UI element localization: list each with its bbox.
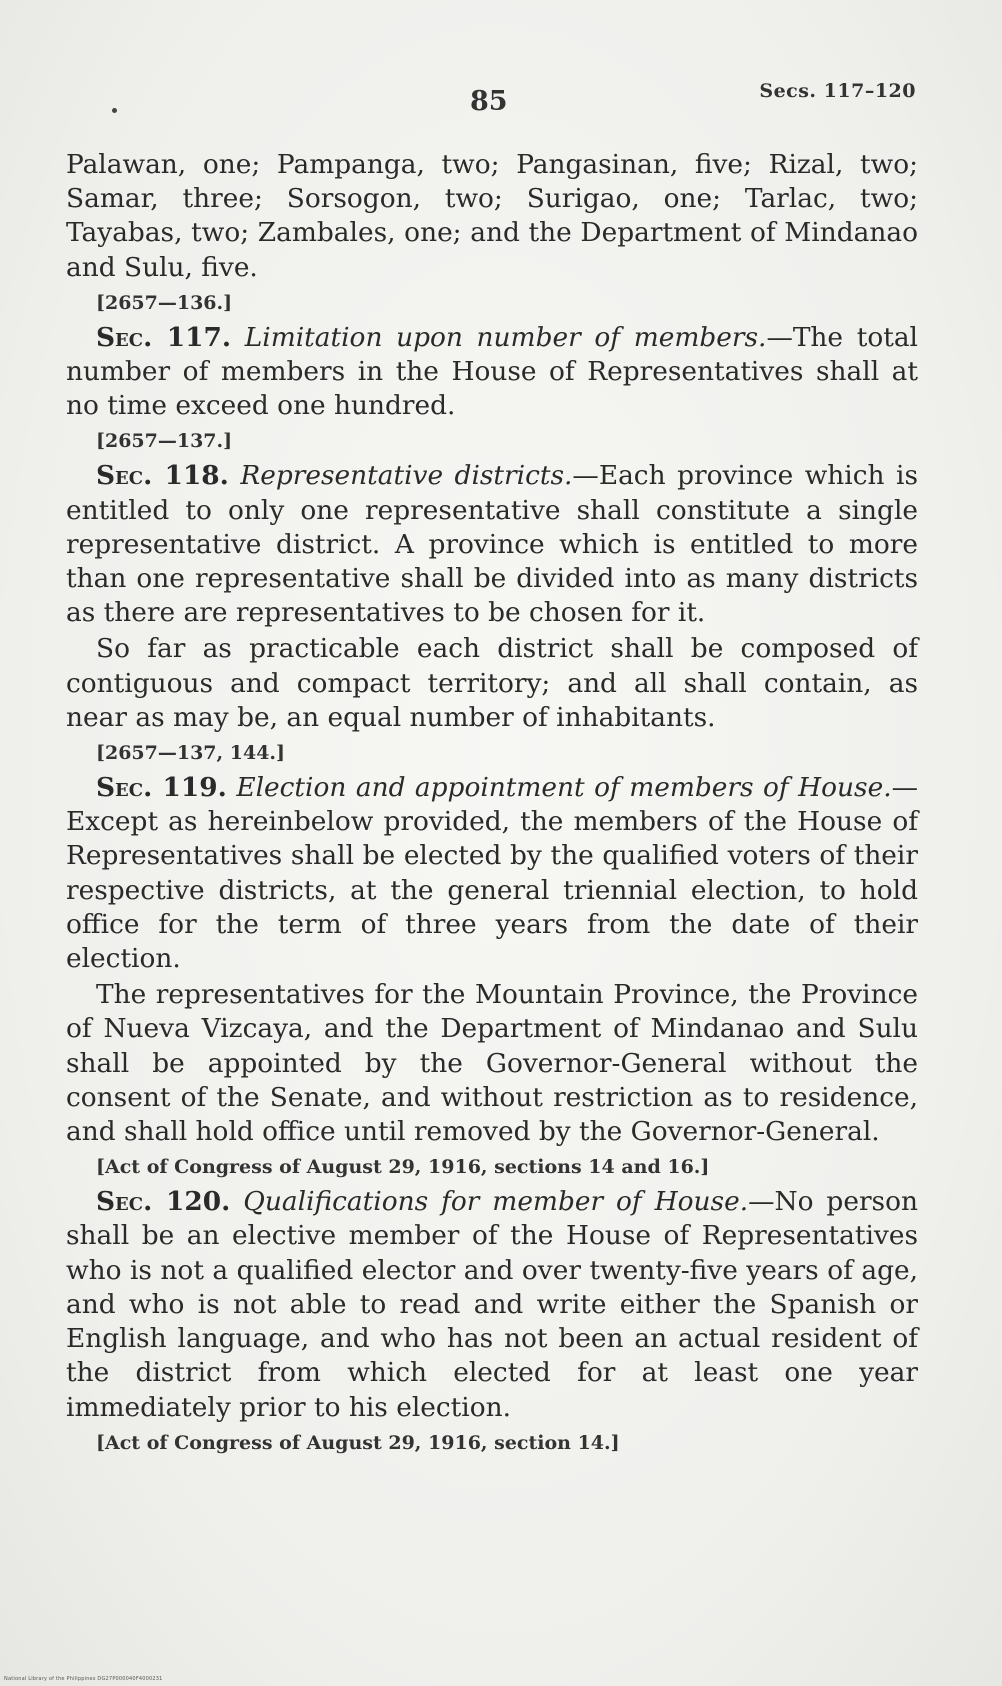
citation: [2657—136.]: [96, 291, 233, 314]
section-label: Sec. 119.: [96, 772, 227, 804]
section-120: [66, 1185, 918, 1424]
section-title: Qualifications for member of House.: [243, 1186, 749, 1218]
section-text: —The total number of members in the House of Representatives shall at no time exceed one hundred.: [66, 321, 918, 422]
running-head: Secs. 117–120: [759, 80, 916, 102]
citation: [2657—137.]: [96, 430, 233, 453]
citation: [2657—137, 144.]: [96, 742, 286, 765]
section-label: Sec. 118.: [96, 460, 229, 492]
section-text: —Except as hereinbelow provided, the members of the House of Representatives shall be elected by the qualified voters of their respective districts, at the general triennial election, to hold office for the term of three years from the date of their election.: [66, 772, 918, 975]
section-title: Representative districts.: [240, 460, 573, 492]
section-text: —Each province which is entitled to only one representative shall constitute a single representative district. A province which is entitled to more than one representative shall be divided into as many districts as there are representatives to be chosen for it.: [66, 460, 919, 629]
page-body: [66, 148, 918, 1461]
section-117: [66, 321, 918, 424]
section-118: [66, 459, 918, 630]
citation: [Act of Congress of August 29, 1916, section 14.]: [96, 1431, 620, 1454]
paragraph: So far as practicable each district shall be composed of contiguous and compact territory; and all shall contain, as near as may be, an equal number of inhabitants.: [66, 633, 918, 733]
scan-footer: National Library of the Philippines DG27P000040F4000231: [4, 1676, 163, 1682]
section-title: Election and appointment of members of House.: [236, 772, 892, 804]
section-119: [66, 771, 918, 976]
citation: [Act of Congress of August 29, 1916, sections 14 and 16.]: [96, 1156, 710, 1179]
section-title: Limitation upon number of members.: [244, 321, 767, 353]
paragraph-continuation: Palawan, one; Pampanga, two; Pangasinan, five; Rizal, two; Samar, three; Sorsogon, two; Surigao, one; Tarlac, two; Tayabas, two; Zambales, one; and the Department of Mindanao and Sulu, five.: [66, 149, 918, 283]
paragraph: The representatives for the Mountain Province, the Province of Nueva Vizcaya, and the Department of Mindanao and Sulu shall be appointed by the Governor-General without the consent of the Senate, and without restriction as to residence, and shall hold office until removed by the Governor-General.: [66, 979, 918, 1148]
section-label: Sec. 117.: [96, 321, 232, 353]
ink-speck: [112, 108, 117, 113]
page-number: 85: [470, 86, 508, 117]
section-text: —No person shall be an elective member of the House of Representatives who is not a qualified elector and over twenty-five years of age, and who is not able to read and write either the Spanish or English language, and who has not been an actual resident of the district from which elected for at least one year immediately prior to his election.: [66, 1186, 918, 1423]
section-label: Sec. 120.: [96, 1186, 231, 1218]
page-header: [66, 80, 916, 120]
